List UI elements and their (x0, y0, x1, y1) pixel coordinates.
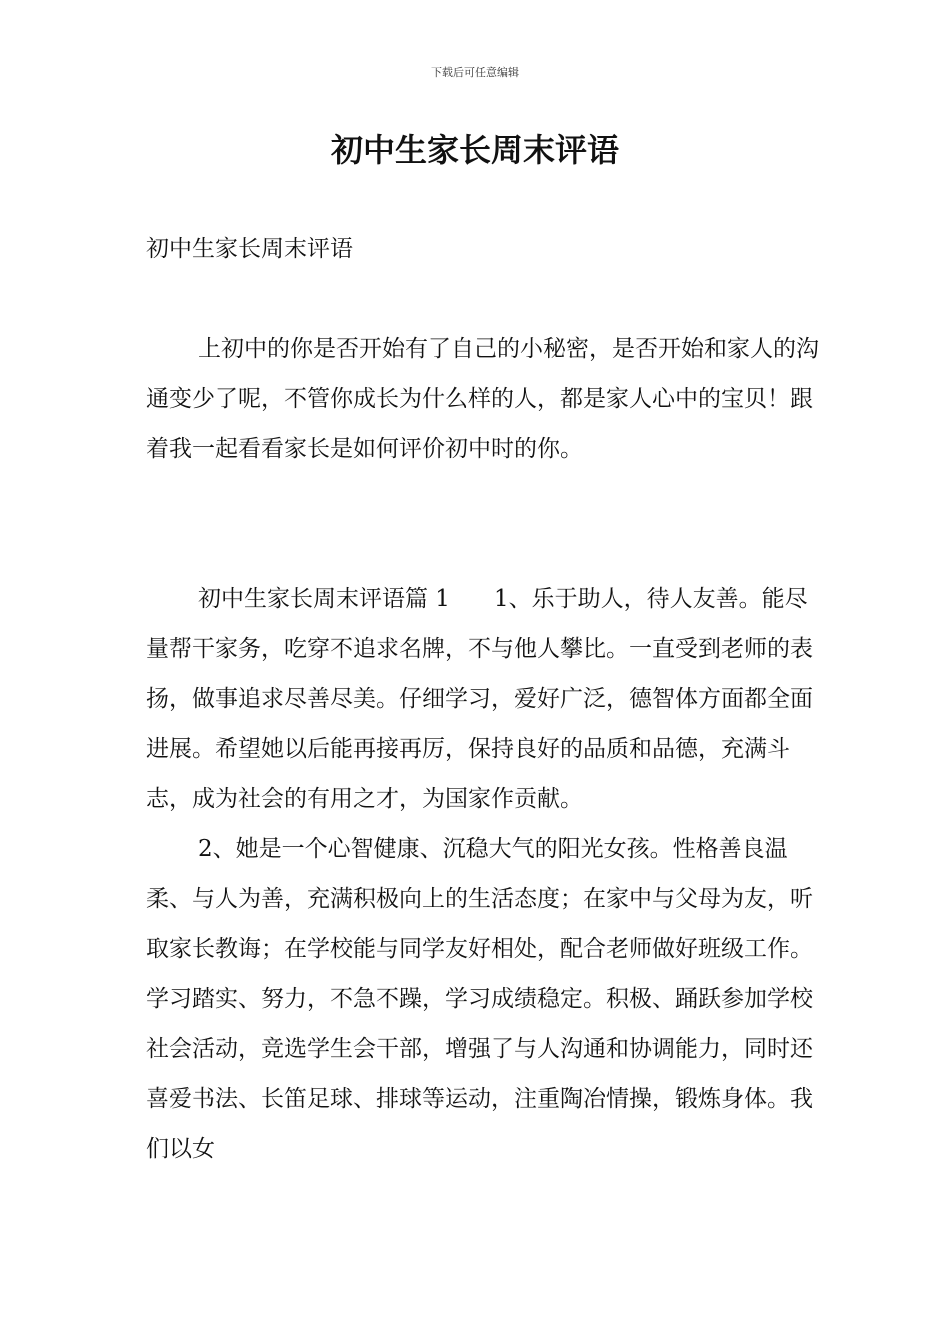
header-note: 下载后可任意编辑 (431, 66, 519, 79)
article-heading: 初中生家长周末评语篇 1 (198, 586, 450, 612)
intro-section (146, 324, 826, 474)
article-section (146, 574, 826, 1174)
document-title: 初中生家长周末评语 (330, 131, 619, 169)
article-paragraph-1 (146, 574, 826, 824)
intro-paragraph: 上初中的你是否开始有了自己的小秘密，是否开始和家人的沟通变少了呢，不管你成长为什么样的人，都是家人心中的宝贝！跟着我一起看看家长是如何评价初中时的你。 (146, 336, 819, 462)
article-paragraph-2: 2、她是一个心智健康、沉稳大气的阳光女孩。性格善良温柔、与人为善，充满积极向上的生活态度；在家中与父母为友，听取家长教诲；在学校能与同学友好相处，配合老师做好班级工作。学习踏实、努力，不急不躁，学习成绩稳定。积极、踊跃参加学校社会活动，竞选学生会干部，增强了与人沟通和协调能力，同时还喜爱书法、长笛足球、排球等运动，注重陶冶情操，锻炼身体。我们以女 (146, 836, 813, 1162)
subheading: 初中生家长周末评语 (146, 236, 353, 262)
item-1-text: 1、乐于助人，待人友善。能尽量帮干家务，吃穿不追求名牌，不与他人攀比。一直受到老师的表扬，做事追求尽善尽美。仔细学习，爱好广泛，德智体方面都全面进展。希望她以后能再接再厉，保持良好的品质和品德，充满斗志，成为社会的有用之才，为国家作贡献。 (146, 586, 813, 812)
